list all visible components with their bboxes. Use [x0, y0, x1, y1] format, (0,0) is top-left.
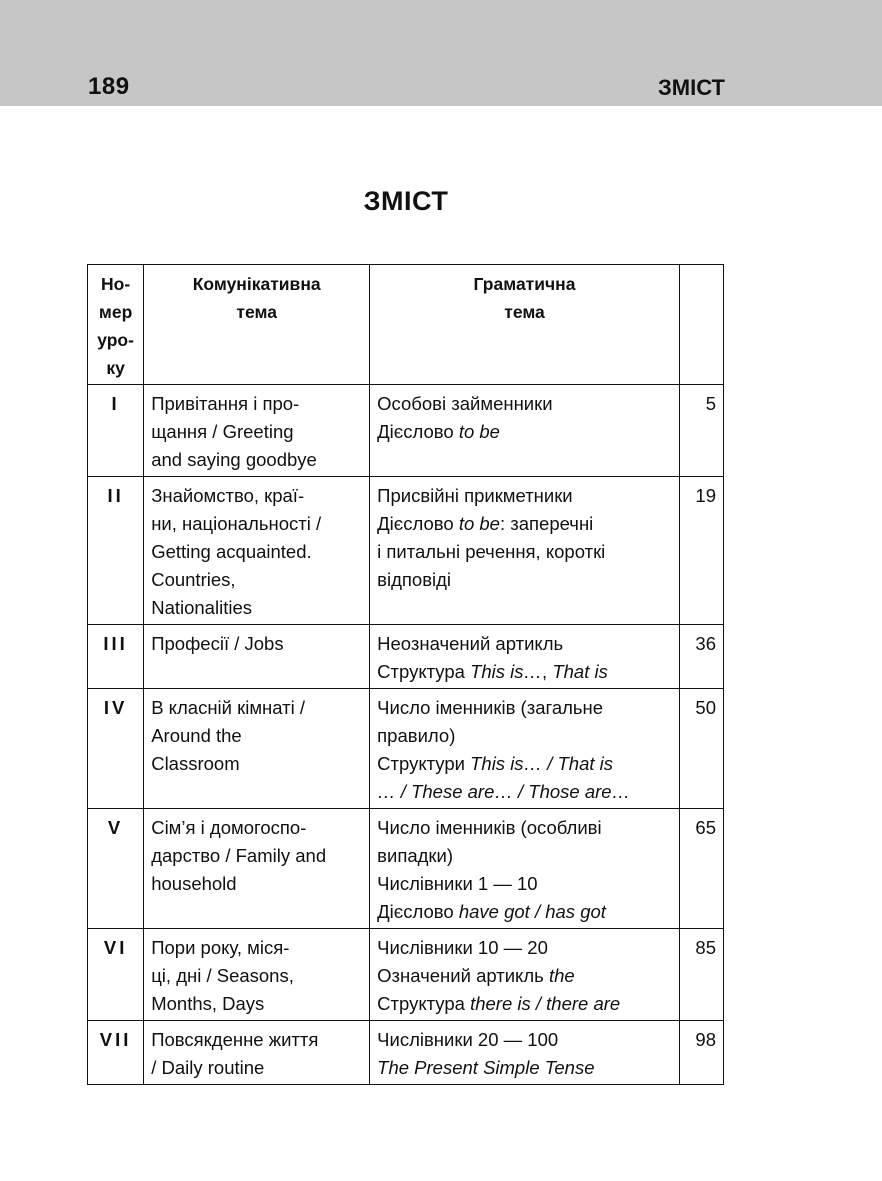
- grammar-line: Структура This is…, That is: [377, 661, 608, 682]
- header-communicative-topic: [144, 265, 370, 385]
- lesson-number: IV: [88, 689, 144, 809]
- contents-table: [87, 264, 724, 1085]
- grammar-line: Дієслово to be: [377, 421, 500, 442]
- communicative-line: / Daily routine: [151, 1057, 265, 1078]
- communicative-line: Повсякденне життя: [151, 1029, 319, 1050]
- communicative-line: Months, Days: [151, 993, 265, 1014]
- grammar-line: Числівники 20 — 100: [377, 1029, 559, 1050]
- page-title: ЗМІСТ: [363, 186, 449, 216]
- grammar-line: Означений артикль the: [377, 965, 575, 986]
- header-grammar-topic: [370, 265, 680, 385]
- communicative-line: Професії / Jobs: [151, 633, 284, 654]
- grammar-line: Дієслово to be: заперечні: [377, 513, 594, 534]
- grammar-line: відповіді: [377, 569, 452, 590]
- communicative-line: Classroom: [151, 753, 240, 774]
- communicative-line: Getting acquainted.: [151, 541, 312, 562]
- communicative-line: Countries,: [151, 569, 236, 590]
- grammar-line: The Present Simple Tense: [377, 1057, 595, 1078]
- communicative-line: Знайомство, краї-: [151, 485, 305, 506]
- header-line: Граматична: [473, 274, 576, 294]
- table-row: [88, 1021, 724, 1085]
- communicative-line: Пори року, міся-: [151, 937, 290, 958]
- communicative-line: Around the: [151, 725, 242, 746]
- header-page: [679, 265, 723, 385]
- grammar-line: … / These are… / Those are…: [377, 781, 631, 802]
- lesson-number: III: [88, 625, 144, 689]
- page-ref: 50: [679, 689, 723, 809]
- communicative-topic: [144, 809, 370, 929]
- grammar-line: Дієслово have got / has got: [377, 901, 606, 922]
- grammar-line: Неозначений артикль: [377, 633, 564, 654]
- page-ref: 5: [679, 385, 723, 477]
- grammar-line: Числівники 10 — 20: [377, 937, 548, 958]
- grammar-line: Числівники 1 — 10: [377, 873, 538, 894]
- communicative-line: щання / Greeting: [151, 421, 294, 442]
- communicative-line: household: [151, 873, 237, 894]
- communicative-line: В класній кімнаті /: [151, 697, 306, 718]
- grammar-line: Число іменників (особливі: [377, 817, 602, 838]
- header-line: Комунікативна: [192, 274, 321, 294]
- grammar-topic: [370, 809, 680, 929]
- header-lesson-number: [88, 265, 144, 385]
- page-ref: 85: [679, 929, 723, 1021]
- communicative-topic: [144, 929, 370, 1021]
- communicative-line: Привітання і про-: [151, 393, 300, 414]
- grammar-line: правило): [377, 725, 456, 746]
- header-line: ку: [106, 358, 125, 378]
- page-header-band: [0, 0, 882, 106]
- lesson-number: V: [88, 809, 144, 929]
- communicative-topic: [144, 1021, 370, 1085]
- header-line: тема: [236, 302, 277, 322]
- running-title: ЗМІСТ: [658, 75, 725, 100]
- page-ref: 19: [679, 477, 723, 625]
- grammar-line: Структура there is / there are: [377, 993, 621, 1014]
- page-ref: 65: [679, 809, 723, 929]
- table-header-row: [88, 265, 724, 385]
- grammar-line: Особові займенники: [377, 393, 553, 414]
- communicative-topic: [144, 689, 370, 809]
- lesson-number: I: [88, 385, 144, 477]
- header-line: тема: [504, 302, 545, 322]
- communicative-line: Сім’я і домогоспо-: [151, 817, 307, 838]
- header-line: Но-: [101, 274, 131, 294]
- page-ref: 98: [679, 1021, 723, 1085]
- grammar-line: Число іменників (загальне: [377, 697, 604, 718]
- communicative-topic: [144, 385, 370, 477]
- grammar-topic: [370, 477, 680, 625]
- table-row: [88, 477, 724, 625]
- communicative-line: Nationalities: [151, 597, 252, 618]
- table-row: [88, 929, 724, 1021]
- communicative-line: дарство / Family and: [151, 845, 327, 866]
- grammar-topic: [370, 689, 680, 809]
- communicative-topic: [144, 477, 370, 625]
- grammar-topic: [370, 625, 680, 689]
- lesson-number: VII: [88, 1021, 144, 1085]
- grammar-line: і питальні речення, короткі: [377, 541, 606, 562]
- communicative-line: and saying goodbye: [151, 449, 317, 470]
- table-row: [88, 809, 724, 929]
- table-body: [88, 385, 724, 1085]
- page-number: 189: [88, 73, 130, 100]
- table-row: [88, 385, 724, 477]
- communicative-topic: [144, 625, 370, 689]
- lesson-number: II: [88, 477, 144, 625]
- table-row: [88, 625, 724, 689]
- grammar-topic: [370, 1021, 680, 1085]
- lesson-number: VI: [88, 929, 144, 1021]
- grammar-topic: [370, 385, 680, 477]
- communicative-line: ці, дні / Seasons,: [151, 965, 294, 986]
- grammar-line: Структури This is… / That is: [377, 753, 613, 774]
- grammar-line: випадки): [377, 845, 454, 866]
- communicative-line: ни, національності /: [151, 513, 322, 534]
- grammar-line: Присвійні прикметники: [377, 485, 573, 506]
- grammar-topic: [370, 929, 680, 1021]
- header-line: уро-: [97, 330, 134, 350]
- header-line: мер: [98, 302, 133, 322]
- table-row: [88, 689, 724, 809]
- page-ref: 36: [679, 625, 723, 689]
